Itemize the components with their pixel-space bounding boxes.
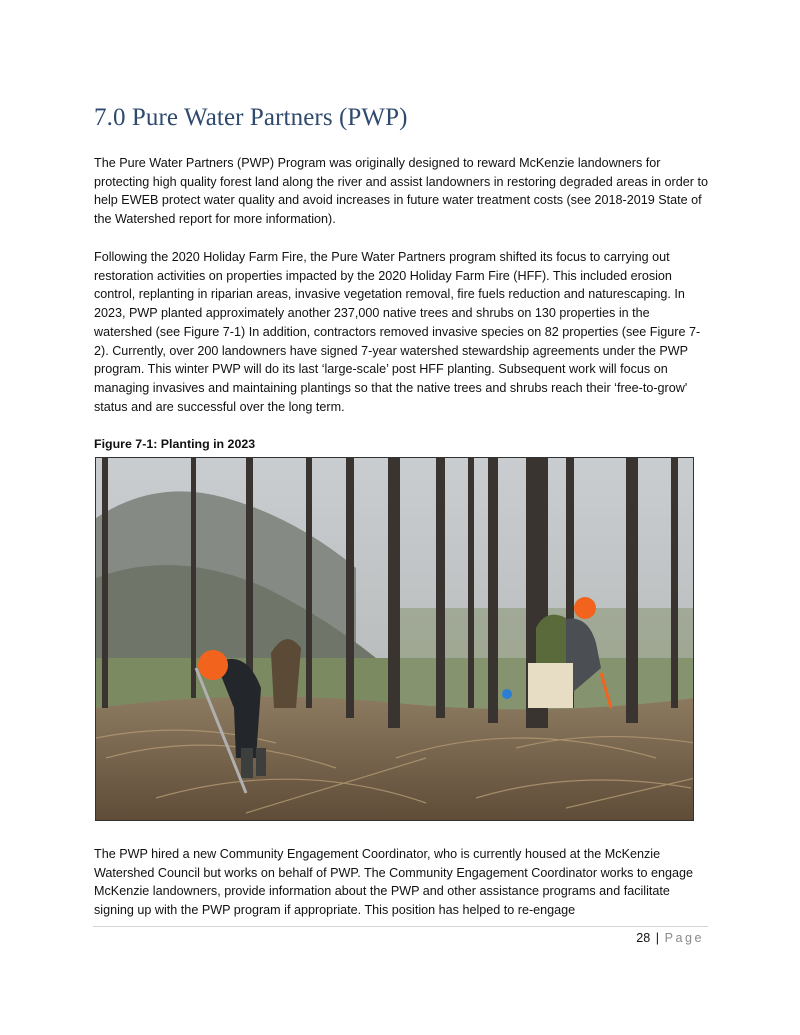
- page-number: 28: [636, 931, 651, 945]
- page-label: Page: [664, 931, 704, 945]
- paragraph-intro: The Pure Water Partners (PWP) Program was originally designed to reward McKenzie landowners for protecting high quality forest land along the river and assist landowners in restoring degraded areas in order to help EWEB protect water quality and avoid increases in future water treatment costs (see 2018-2019 State of the Watershed report for more information).: [94, 156, 708, 227]
- figure-caption: Figure 7-1: Planting in 2023: [94, 437, 256, 451]
- paragraph-fire-restoration: Following the 2020 Holiday Farm Fire, the Pure Water Partners program shifted its focus to carrying out restoration activities on properties impacted by the 2020 Holiday Farm Fire (HFF). This included erosion control, replanting in riparian areas, invasive vegetation removal, fire fuels reduction and naturescaping. In 2023, PWP planted approximately another 237,000 native trees and shrubs on 130 properties in the watershed (see Figure 7-1) In addition, contractors removed invasive species on 82 properties (see Figure 7-2). Currently, over 200 landowners have signed 7-year watershed stewardship agreements under the PWP program. This winter PWP will do its last ‘large-scale’ post HFF planting. Subsequent work will focus on managing invasives and maintaining plantings so that the native trees and shrubs reach their ‘free-to-grow' status and are successful over the long term.: [94, 250, 701, 414]
- footer-divider: [93, 926, 708, 927]
- planting-photo: [95, 457, 694, 821]
- page-footer: [636, 931, 704, 945]
- footer-separator: |: [655, 931, 660, 945]
- section-heading: 7.0 Pure Water Partners (PWP): [94, 104, 408, 131]
- paragraph-coordinator: The PWP hired a new Community Engagement Coordinator, who is currently housed at the McKenzie Watershed Council but works on behalf of PWP. The Community Engagement Coordinator works to engage McKenzie landowners, provide information about the PWP and other assistance programs and facilitate signing up with the PWP program if appropriate. This position has helped to re-engage: [94, 847, 693, 918]
